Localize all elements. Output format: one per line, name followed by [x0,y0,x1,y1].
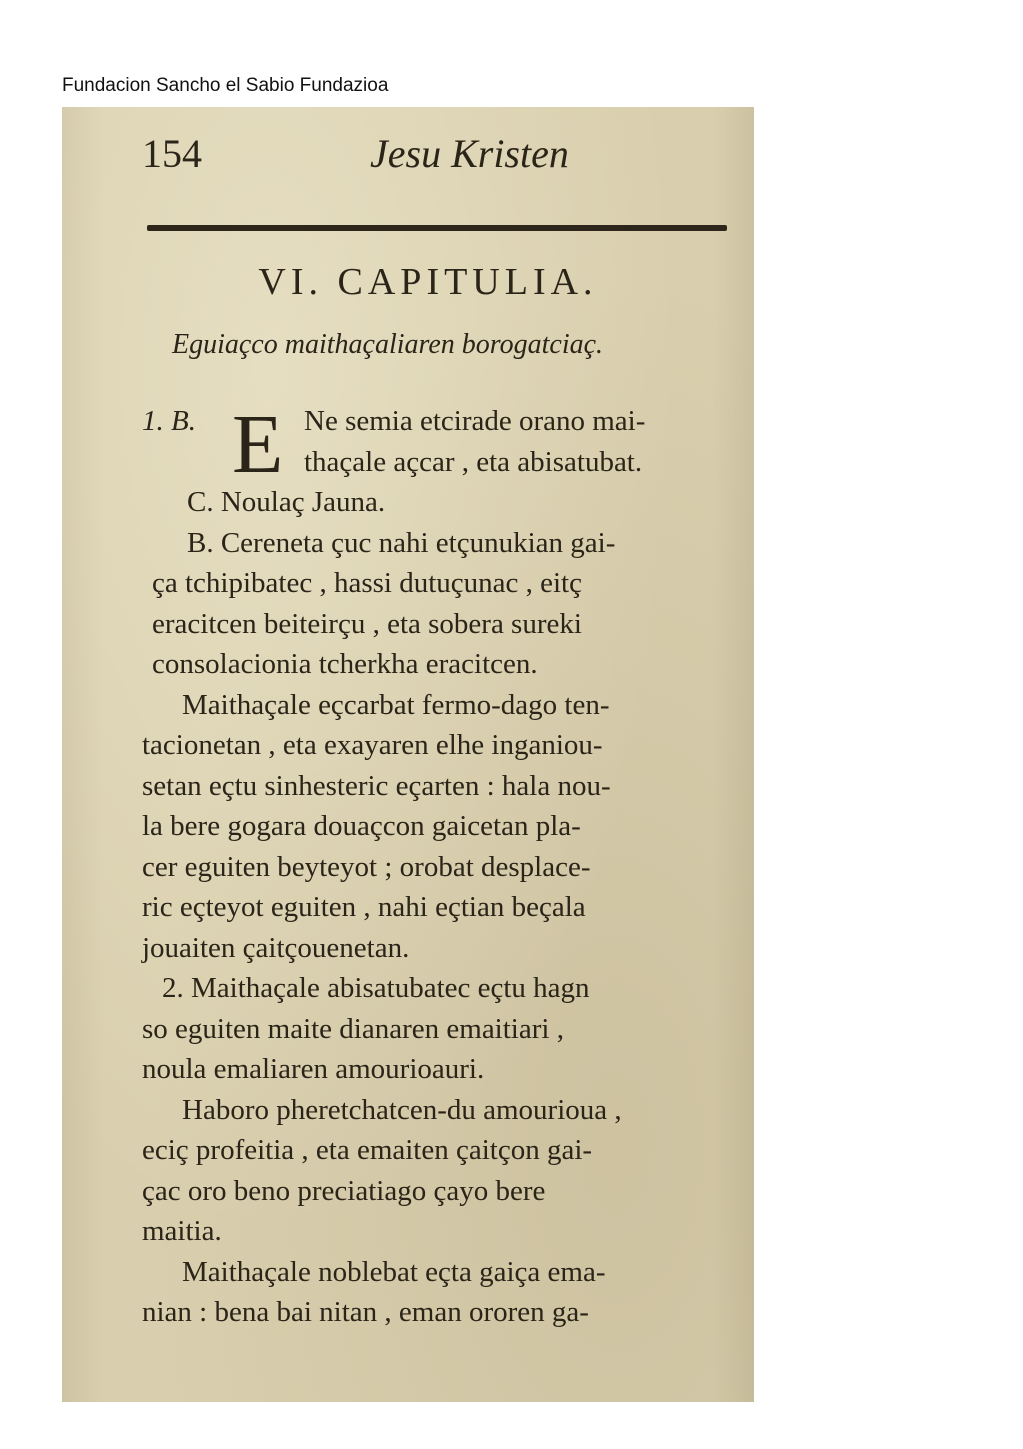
text-line: nian : bena bai nitan , eman ororen ga- [142,1296,589,1328]
text-line: maitia. [142,1215,222,1247]
text-line: tacionetan , eta exayaren elhe inganiou- [142,729,603,761]
text-line: jouaiten çaitçouenetan. [142,931,410,964]
text-line: eciç profeitia , eta emaiten çaitçon gai- [142,1134,593,1166]
watermark-text: Fundacion Sancho el Sabio Fundazioa [62,75,389,96]
text-line: so eguiten maite dianaren emaitiari , [142,1012,564,1045]
scanned-page [62,107,754,1402]
running-head [142,129,742,189]
text-line: B. Cereneta çuc nahi etçunukian gai- [187,526,616,559]
header-rule [147,225,727,231]
text-line: Maithaçale noblebat eçta gaiça ema- [182,1255,606,1288]
text-line: Ne semia etcirade orano mai- [304,405,646,437]
text-line: ric eçteyot eguiten , nahi eçtian beçala [142,891,586,923]
text-line: 2. Maithaçale abisatubatec eçtu hagn [162,972,590,1004]
text-line: eracitcen beiteirçu , eta sobera sureki [152,607,582,640]
verse-marker: 1. B. [142,405,196,437]
drop-cap: E [232,398,284,491]
running-title: Jesu Kristen [370,131,569,176]
text-line: ça tchipibatec , hassi dutuçunac , eitç [152,567,582,599]
text-line: Haboro pheretchatcen-du amourioua , [182,1093,622,1126]
text-line: noula emaliaren amourioauri. [142,1053,485,1085]
text-line: cer eguiten beyteyot ; orobat desplace- [142,850,591,883]
chapter-heading: VI. CAPITULIA. [258,261,598,303]
body-text [142,398,742,1333]
text-line: setan eçtu sinhesteric eçarten : hala nou- [142,769,611,802]
text-line: Maithaçale eçcarbat fermo-dago ten- [182,688,610,721]
page-number: 154 [142,131,202,176]
text-line: C. Noulaç Jauna. [187,486,386,518]
chapter-subtitle: Eguiaçco maithaçaliaren borogatciaç. [172,329,604,360]
text-line: consolacionia tcherkha eracitcen. [152,648,538,680]
text-line: la bere gogara douaçcon gaicetan pla- [142,810,581,842]
text-line: thaçale açcar , eta abisatubat. [304,445,643,478]
text-line: çac oro beno preciatiago çayo bere [142,1174,546,1207]
